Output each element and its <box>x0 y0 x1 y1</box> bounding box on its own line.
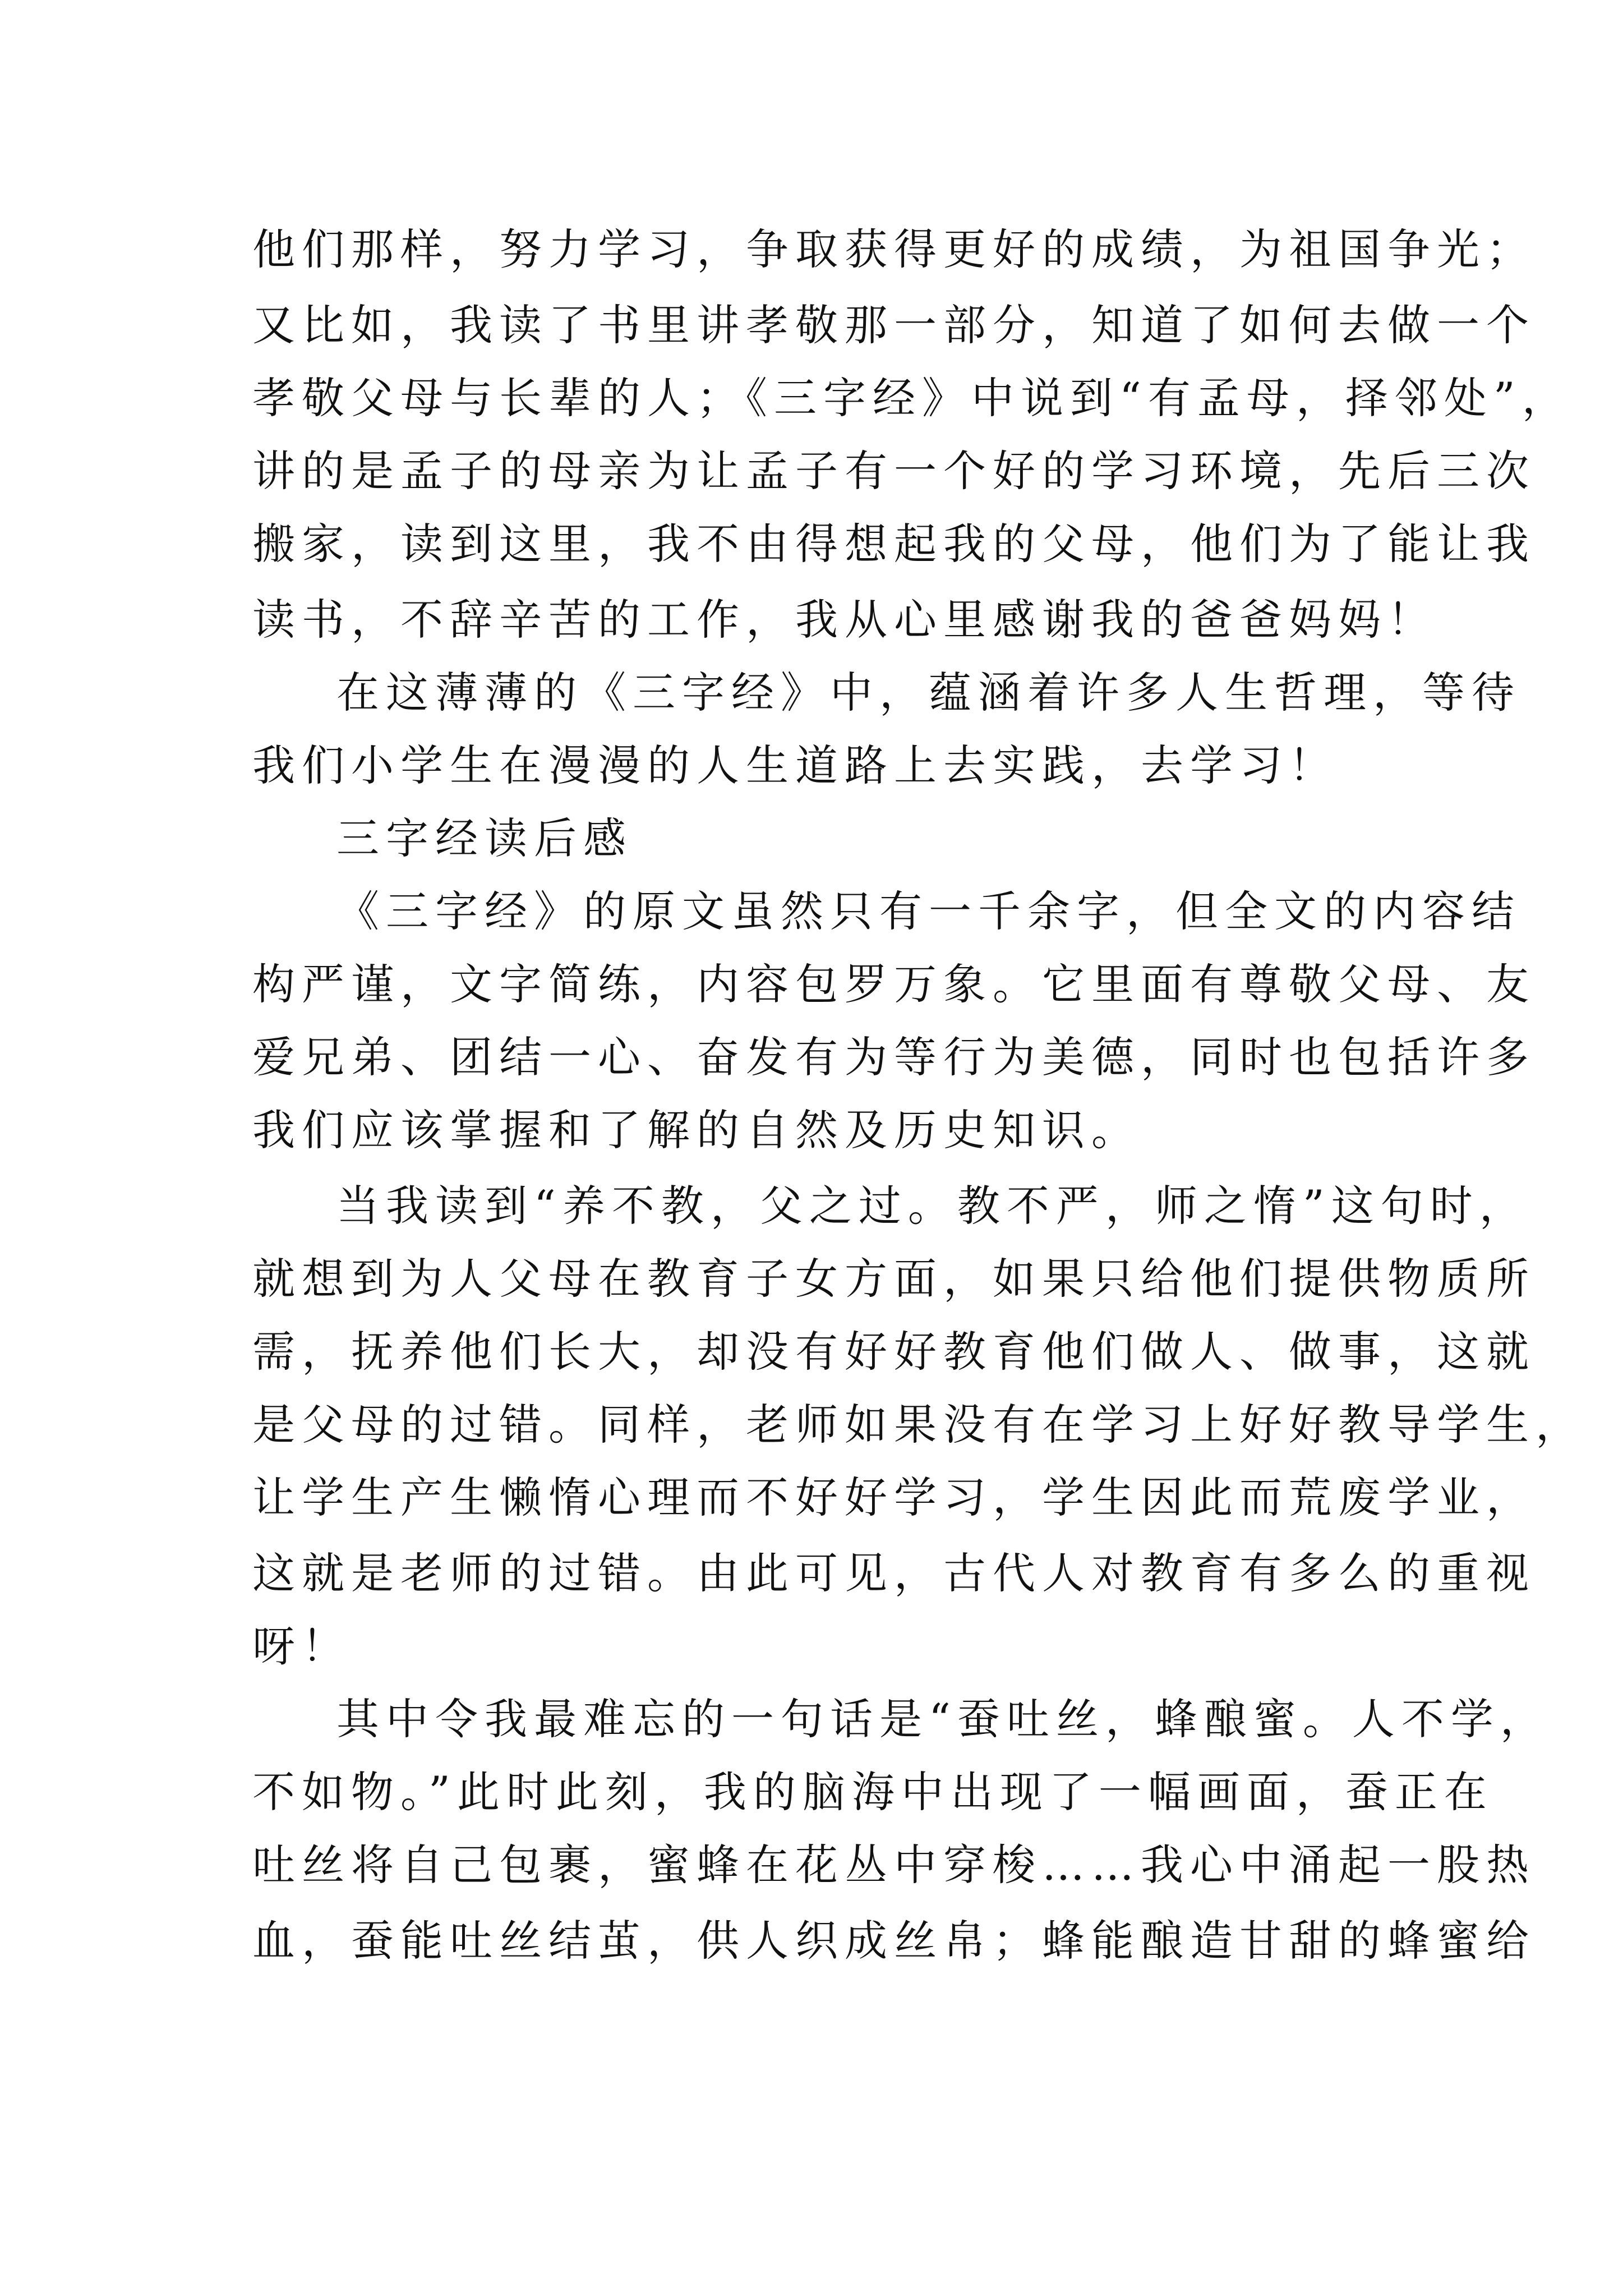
text-line: 我们应该掌握和了解的自然及历史知识。 <box>252 1105 1141 1155</box>
text-line: 呀！ <box>252 1621 351 1671</box>
paragraph-first-line: 在这薄薄的《三字经》中，蕴涵着许多人生哲理，等待 <box>336 668 1521 717</box>
paragraph-first-line: 《三字经》的原文虽然只有一千余字，但全文的内容结 <box>336 886 1521 936</box>
paragraph-first-line: 其中令我最难忘的一句话是“蚕吐丝，蜂酿蜜。人不学， <box>336 1694 1550 1744</box>
text-line: 爱兄弟、团结一心、奋发有为等行为美德，同时也包括许多 <box>252 1032 1536 1082</box>
text-line: 需，抚养他们长大，却没有好好教育他们做人、做事，这就 <box>252 1327 1536 1377</box>
text-line: 这就是老师的过错。由此可见，古代人对教育有多么的重视 <box>252 1548 1536 1598</box>
text-line: 让学生产生懒惰心理而不好好学习，学生因此而荒废学业， <box>252 1473 1536 1522</box>
text-line: 又比如，我读了书里讲孝敬那一部分，知道了如何去做一个 <box>252 300 1536 350</box>
text-line: 构严谨，文字简练，内容包罗万象。它里面有尊敬父母、友 <box>252 959 1536 1009</box>
text-line: 搬家，读到这里，我不由得想起我的父母，他们为了能让我 <box>252 519 1536 569</box>
text-line: 我们小学生在漫漫的人生道路上去实践，去学习！ <box>252 740 1338 790</box>
text-line: 就想到为人父母在教育子女方面，如果只给他们提供物质所 <box>252 1254 1536 1304</box>
text-line: 不如物。”此时此刻，我的脑海中出现了一幅画面，蚕正在 <box>252 1767 1493 1817</box>
text-line: 讲的是孟子的母亲为让孟子有一个好的学习环境，先后三次 <box>252 446 1536 496</box>
text-line: 血，蚕能吐丝结茧，供人织成丝帛；蜂能酿造甘甜的蜂蜜给 <box>252 1916 1536 1966</box>
section-title: 三字经读后感 <box>336 813 633 863</box>
text-line: 他们那样，努力学习，争取获得更好的成绩，为祖国争光； <box>252 224 1536 274</box>
paragraph-first-line: 当我读到“养不教，父之过。教不严，师之惰”这句时， <box>336 1181 1529 1231</box>
text-line: 吐丝将自己包裹，蜜蜂在花丛中穿梭……我心中涌起一股热 <box>252 1840 1536 1890</box>
text-line: 读书，不辞辛苦的工作，我从心里感谢我的爸爸妈妈！ <box>252 595 1437 645</box>
text-line: 孝敬父母与长辈的人；《三字经》中说到“有孟母，择邻处”， <box>252 373 1571 423</box>
text-line: 是父母的过错。同样，老师如果没有在学习上好好教导学生， <box>252 1400 1585 1450</box>
